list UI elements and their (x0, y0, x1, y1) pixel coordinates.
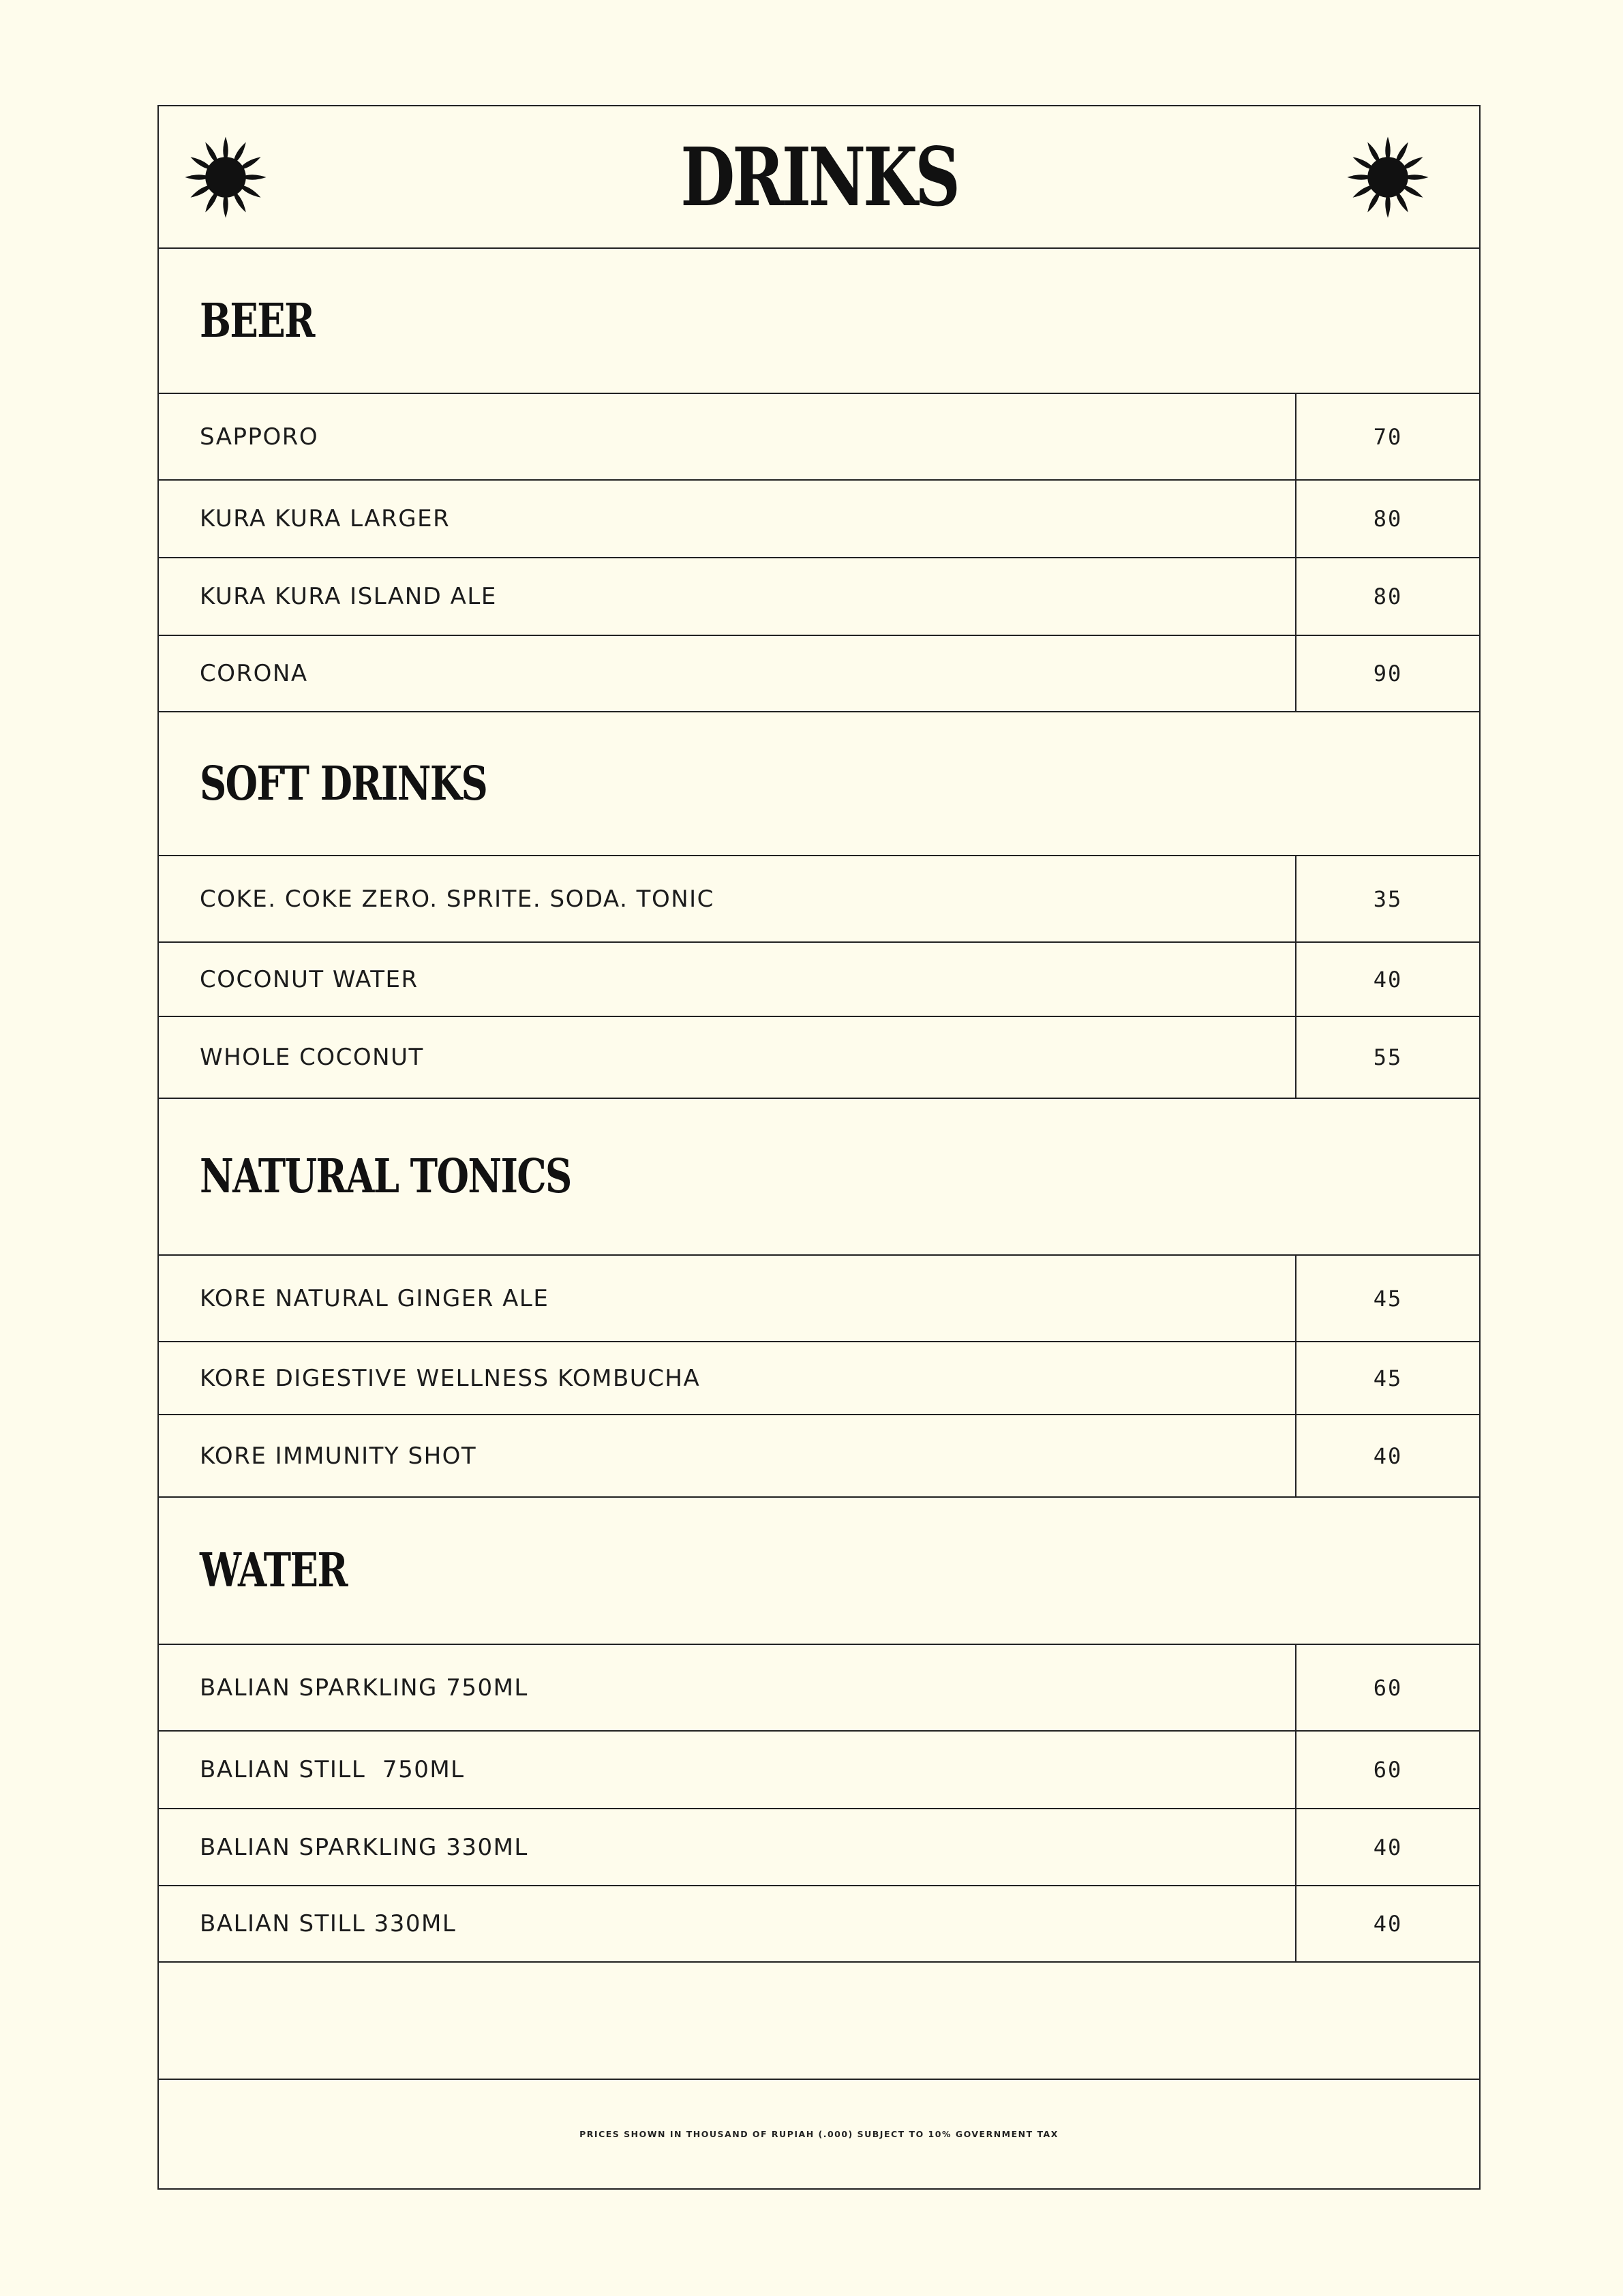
item-name: COCONUT WATER (159, 943, 1296, 1016)
drinks-menu (157, 105, 1481, 2190)
item-price: 40 (1373, 966, 1403, 993)
section-title: WATER (200, 1543, 348, 1598)
item-name: CORONA (159, 636, 1296, 711)
item-price: 40 (1373, 1442, 1403, 1469)
item-name: KURA KURA ISLAND ALE (159, 558, 1296, 635)
item-price: 70 (1373, 423, 1403, 450)
item-price: 55 (1373, 1044, 1403, 1070)
menu-item (159, 1254, 1479, 1341)
menu-item (159, 557, 1479, 635)
item-price: 35 (1373, 886, 1403, 912)
section-header-soft-drinks (159, 711, 1479, 855)
sun-icon (1346, 135, 1430, 220)
menu-item (159, 635, 1479, 711)
item-name: BALIAN STILL 330ML (159, 1886, 1296, 1961)
section-header-natural-tonics (159, 1098, 1479, 1254)
menu-item (159, 393, 1479, 479)
item-price: 90 (1373, 661, 1403, 686)
menu-item (159, 1414, 1479, 1496)
sun-icon (183, 135, 268, 220)
menu-item (159, 479, 1479, 557)
spacer-row (159, 1961, 1479, 2079)
item-name: WHOLE COCONUT (159, 1017, 1296, 1098)
item-name: SAPPORO (159, 394, 1296, 479)
item-price: 80 (1373, 584, 1403, 609)
section-title: BEER (200, 293, 314, 348)
menu-item (159, 1016, 1479, 1098)
item-name: BALIAN SPARKLING 330ML (159, 1809, 1296, 1885)
footnote: PRICES SHOWN IN THOUSAND OF RUPIAH (.000) SUBJECT TO 10% GOVERNMENT TAX (579, 2129, 1059, 2139)
page-title: DRINKS (680, 129, 958, 224)
menu-footer (159, 2079, 1479, 2188)
item-name: BALIAN STILL 750ML (159, 1732, 1296, 1808)
menu-item (159, 1730, 1479, 1808)
menu-item (159, 1644, 1479, 1730)
item-name: BALIAN SPARKLING 750ML (159, 1645, 1296, 1730)
item-price: 60 (1373, 1757, 1403, 1783)
menu-item (159, 1341, 1479, 1414)
section-title: NATURAL TONICS (200, 1149, 571, 1204)
menu-header (159, 106, 1479, 247)
item-name: COKE. COKE ZERO. SPRITE. SODA. TONIC (159, 856, 1296, 941)
item-name: KORE IMMUNITY SHOT (159, 1415, 1296, 1496)
item-price: 40 (1373, 1834, 1403, 1860)
item-name: KORE NATURAL GINGER ALE (159, 1256, 1296, 1341)
menu-item (159, 1808, 1479, 1885)
item-price: 80 (1373, 506, 1403, 532)
item-price: 60 (1373, 1674, 1403, 1701)
section-header-water (159, 1496, 1479, 1644)
menu-item (159, 941, 1479, 1016)
item-name: KURA KURA LARGER (159, 481, 1296, 557)
section-title: SOFT DRINKS (200, 756, 487, 811)
menu-item (159, 1885, 1479, 1961)
item-name: KORE DIGESTIVE WELLNESS KOMBUCHA (159, 1342, 1296, 1414)
section-header-beer (159, 247, 1479, 393)
item-price: 45 (1373, 1285, 1403, 1312)
item-price: 40 (1373, 1911, 1403, 1937)
item-price: 45 (1373, 1365, 1403, 1391)
menu-item (159, 855, 1479, 941)
